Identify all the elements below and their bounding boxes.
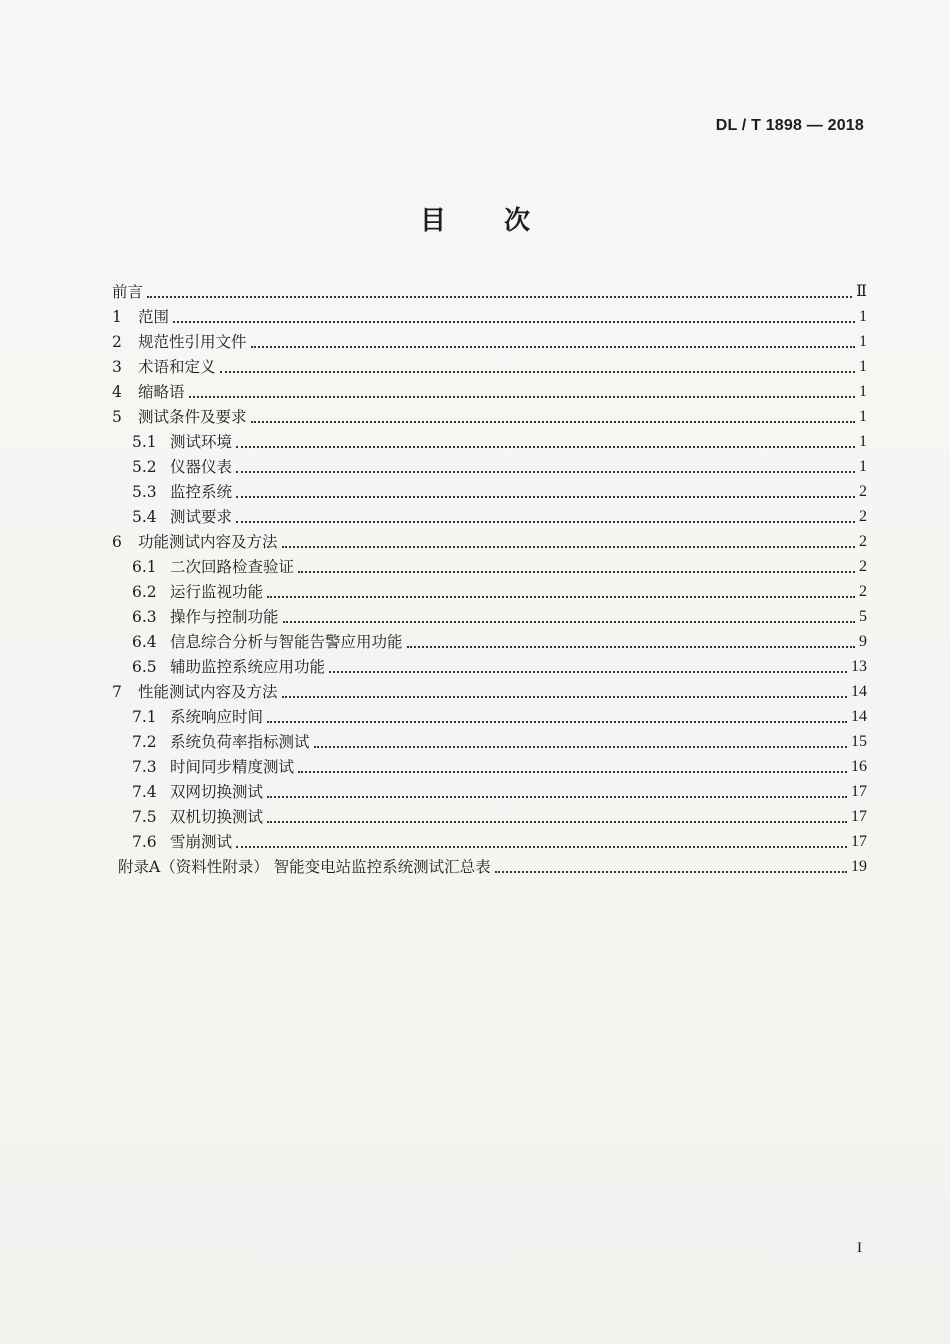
- toc-entry-number: 6.3: [132, 608, 157, 626]
- toc-entry-label: 测试条件及要求: [138, 408, 247, 426]
- toc-leader-dots: [147, 296, 852, 298]
- toc-entry[interactable]: [112, 705, 867, 729]
- toc-entry-number: 7.5: [132, 808, 157, 826]
- toc-leader-dots: [236, 496, 855, 498]
- toc-leader-dots: [236, 446, 855, 448]
- toc-entry-label: 系统负荷率指标测试: [170, 733, 310, 751]
- toc-entry-number: 4: [112, 383, 122, 401]
- toc-leader-dots: [329, 671, 847, 673]
- toc-entry-label: 仪器仪表: [170, 458, 233, 476]
- toc-leader-dots: [251, 346, 855, 348]
- toc-entry-page: 1: [859, 358, 867, 375]
- toc-leader-dots: [236, 521, 855, 523]
- toc-entry[interactable]: [112, 405, 867, 429]
- toc-entry-page: 14: [851, 708, 867, 725]
- toc-entry-number: 3: [112, 358, 122, 376]
- toc-entry-number: 6: [112, 533, 122, 551]
- toc-entry-label: 信息综合分析与智能告警应用功能: [170, 633, 403, 651]
- toc-entry[interactable]: [112, 505, 867, 529]
- toc-entry-number: 5: [112, 408, 122, 426]
- toc-entry-page: 15: [851, 733, 867, 750]
- toc-entry-page: 1: [859, 433, 867, 450]
- toc-entry[interactable]: [112, 605, 867, 629]
- toc-entry-number: 2: [112, 333, 122, 351]
- toc-leader-dots: [220, 371, 855, 373]
- toc-leader-dots: [298, 771, 847, 773]
- toc-entry[interactable]: [112, 780, 867, 804]
- toc-entry-label: 二次回路检查验证: [170, 558, 295, 576]
- toc-entry-label: 前言: [112, 283, 144, 301]
- toc-entry-number: 1: [112, 308, 122, 326]
- toc-entry[interactable]: [112, 455, 867, 479]
- toc-entry-number: 6.1: [132, 558, 157, 576]
- toc-title: [0, 200, 950, 237]
- toc-entry-label: 监控系统: [170, 483, 233, 501]
- toc-leader-dots: [236, 471, 855, 473]
- toc-entry-number: 7.3: [132, 758, 157, 776]
- toc-leader-dots: [267, 796, 847, 798]
- toc-entry[interactable]: [112, 830, 867, 854]
- toc-entry[interactable]: [112, 580, 867, 604]
- toc-leader-dots: [314, 746, 847, 748]
- toc-entry-page: 2: [859, 483, 867, 500]
- toc-entry[interactable]: [112, 630, 867, 654]
- toc-entry-page: 17: [851, 833, 867, 850]
- toc-leader-dots: [282, 696, 847, 698]
- toc-leader-dots: [173, 321, 855, 323]
- toc-entry-page: 17: [851, 808, 867, 825]
- toc-entry-label: 缩略语: [138, 383, 185, 401]
- toc-entry[interactable]: [112, 530, 867, 554]
- toc-entry-number: 7.2: [132, 733, 157, 751]
- toc-entry-page: 17: [851, 783, 867, 800]
- toc-entry-label: 双网切换测试: [170, 783, 264, 801]
- toc-title-char-2: 次: [504, 206, 531, 236]
- toc-entry[interactable]: [112, 355, 867, 379]
- toc-entry-page: 13: [851, 658, 867, 675]
- toc-entry-label: 测试环境: [170, 433, 233, 451]
- toc-entry-page: 1: [859, 408, 867, 425]
- toc-entry-page: 19: [851, 858, 867, 875]
- toc-entry[interactable]: [112, 430, 867, 454]
- toc-leader-dots: [189, 396, 855, 398]
- toc-entry-label: 性能测试内容及方法: [138, 683, 278, 701]
- toc-leader-dots: [495, 871, 847, 873]
- toc-leader-dots: [267, 596, 855, 598]
- toc-entry[interactable]: [112, 805, 867, 829]
- toc-entry[interactable]: [112, 555, 867, 579]
- toc-entry[interactable]: [112, 305, 867, 329]
- toc-entry-label: 雪崩测试: [170, 833, 233, 851]
- toc-entry-label: 运行监视功能: [170, 583, 264, 601]
- toc-entry-label: 规范性引用文件: [138, 333, 247, 351]
- toc-entry[interactable]: [112, 330, 867, 354]
- toc-leader-dots: [251, 421, 855, 423]
- toc-entry-page: 14: [851, 683, 867, 700]
- toc-leader-dots: [282, 546, 855, 548]
- toc-entry-label: 术语和定义: [138, 358, 216, 376]
- toc-entry[interactable]: [112, 855, 867, 879]
- toc-entry-page: 1: [859, 308, 867, 325]
- toc-leader-dots: [407, 646, 855, 648]
- toc-leader-dots: [236, 846, 847, 848]
- toc-entry-page: 2: [859, 558, 867, 575]
- toc-entry-label: 测试要求: [170, 508, 233, 526]
- toc-entry-label: 功能测试内容及方法: [138, 533, 278, 551]
- toc-entry-number: 6.5: [132, 658, 157, 676]
- toc-entry-page: 9: [859, 633, 867, 650]
- toc-entry-label: 系统响应时间: [170, 708, 264, 726]
- toc-title-char-1: 目: [419, 206, 446, 236]
- toc-entry-number: 5.4: [132, 508, 157, 526]
- toc-entry-number: 6.2: [132, 583, 157, 601]
- toc-entry-number: 7: [112, 683, 122, 701]
- toc-entry[interactable]: [112, 680, 867, 704]
- toc-leader-dots: [298, 571, 855, 573]
- toc-entry[interactable]: [112, 755, 867, 779]
- toc-entry-page: 2: [859, 533, 867, 550]
- toc-entry[interactable]: [112, 380, 867, 404]
- standard-code: DL / T 1898 — 2018: [715, 117, 864, 134]
- toc-entry-label: 时间同步精度测试: [170, 758, 295, 776]
- toc-entry-label: 双机切换测试: [170, 808, 264, 826]
- toc-leader-dots: [267, 821, 847, 823]
- toc-entry-number: 5.1: [132, 433, 157, 451]
- toc-entry[interactable]: [112, 280, 867, 304]
- toc-entry-page: 16: [851, 758, 867, 775]
- toc-entry-number: 7.6: [132, 833, 157, 851]
- page-number: I: [857, 1240, 862, 1256]
- toc-entry[interactable]: [112, 730, 867, 754]
- toc-entry-page: 1: [859, 333, 867, 350]
- toc-entry-number: 5.3: [132, 483, 157, 501]
- toc-entry[interactable]: [112, 480, 867, 504]
- toc-leader-dots: [283, 621, 855, 623]
- toc-entry-number: 6.4: [132, 633, 157, 651]
- toc-entry-page: 1: [859, 383, 867, 400]
- toc-entry-label: 范围: [138, 308, 170, 326]
- toc-entry-page: Ⅱ: [856, 283, 867, 300]
- toc-entry-number: 7.4: [132, 783, 157, 801]
- toc-entry-page: 2: [859, 508, 867, 525]
- toc-entry-label: 辅助监控系统应用功能: [170, 658, 326, 676]
- toc-entry-label: 操作与控制功能: [170, 608, 279, 626]
- toc-entry-number: 7.1: [132, 708, 157, 726]
- toc-entry-page: 1: [859, 458, 867, 475]
- toc-entry-page: 2: [859, 583, 867, 600]
- toc-entry-number: 5.2: [132, 458, 157, 476]
- toc-entry-page: 5: [859, 608, 867, 625]
- toc-entry-label: 附录A（资料性附录） 智能变电站监控系统测试汇总表: [118, 858, 491, 876]
- toc-entry[interactable]: [112, 655, 867, 679]
- toc-leader-dots: [267, 721, 847, 723]
